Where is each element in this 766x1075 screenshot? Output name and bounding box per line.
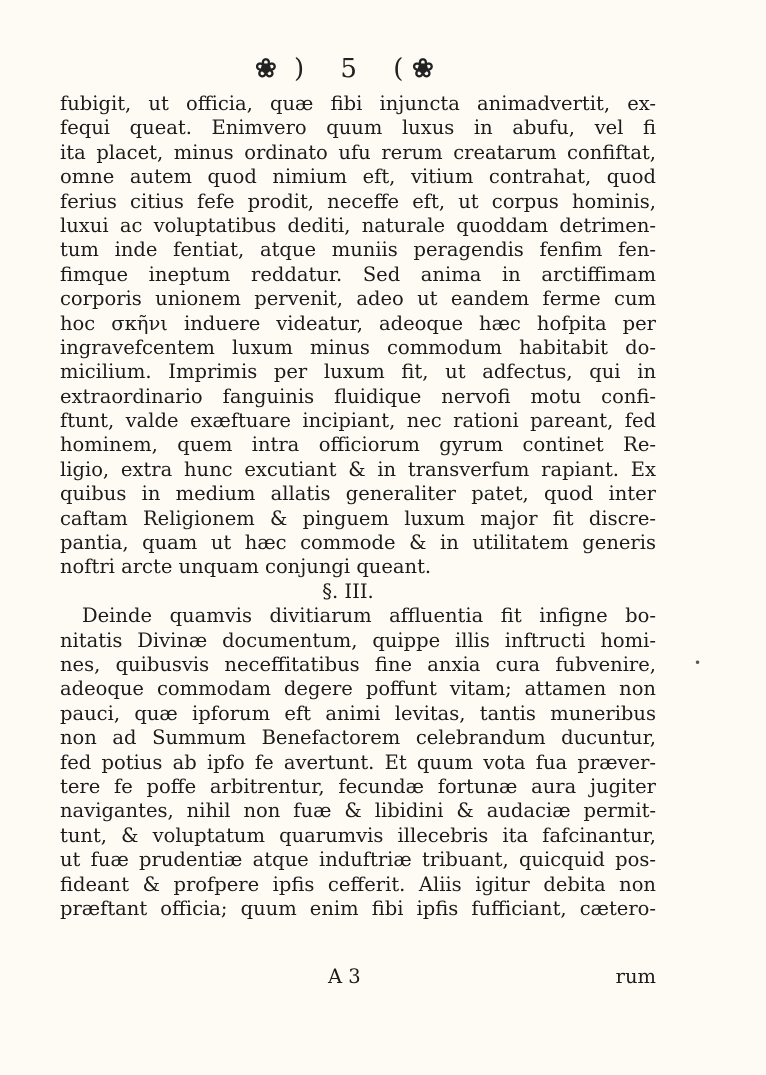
text-line: tunt, & voluptatum quarumvis illecebris ita fafcinantur,: [60, 823, 656, 847]
text-line: corporis unionem pervenit, adeo ut eandem ferme cum: [60, 287, 656, 311]
right-ornament-icon: ❀: [412, 54, 434, 84]
body-text: [60, 92, 656, 921]
text-line: non ad Summum Benefactorem celebrandum ducuntur,: [60, 726, 656, 750]
section-heading: §. III.: [322, 579, 374, 603]
text-line: Deinde quamvis divitiarum affluentia fit infigne bo-: [82, 604, 656, 628]
signature-mark: A 3: [328, 965, 361, 988]
text-line: tere fe poffe arbitrentur, fecundæ fortunæ aura jugiter: [60, 774, 656, 798]
text-line: tum inde fentiat, atque muniis peragendis fenfim fen-: [60, 238, 656, 262]
page-number: ) 5 (: [294, 54, 418, 84]
text-line: fideant & profpere ipfis cefferit. Aliis igitur debita non: [60, 872, 656, 896]
text-line: pauci, quæ ipforum eft animi levitas, tantis muneribus: [60, 701, 656, 725]
text-line: micilium. Imprimis per luxum fit, ut adfectus, qui in: [60, 360, 656, 384]
text-line: omne autem quod nimium eft, vitium contrahat, quod: [60, 165, 656, 189]
text-line: ligio, extra hunc excutiant & in transverfum rapiant. Ex: [60, 457, 656, 481]
text-line: caftam Religionem & pinguem luxum major fit discre-: [60, 506, 656, 530]
text-line: noftri arcte unquam conjungi queant.: [60, 555, 432, 579]
page-header: [0, 50, 766, 90]
text-line: extraordinario fanguinis fluidique nervofi motu confi-: [60, 384, 656, 408]
text-line: nes, quibusvis neceffitatibus fine anxia cura fubvenire,: [60, 652, 656, 676]
left-ornament-icon: ❀: [255, 54, 277, 84]
text-line: fimque ineptum reddatur. Sed anima in arctiffimam: [60, 262, 656, 286]
text-line: hominem, quem intra officiorum gyrum continet Re-: [60, 433, 656, 457]
text-line: hoc σκῆνι induere videatur, adeoque hæc hofpita per: [60, 311, 656, 335]
text-line: pantia, quam ut hæc commode & in utilitatem generis: [60, 531, 656, 555]
text-line: nitatis Divinæ documentum, quippe illis inftructi homi-: [60, 628, 656, 652]
page-footer: [60, 965, 656, 995]
text-line: navigantes, nihil non fuæ & libidini & audaciæ permit-: [60, 799, 656, 823]
text-line: quibus in medium allatis generaliter patet, quod inter: [60, 482, 656, 506]
text-line: ut fuæ prudentiæ atque induftriæ tribuant, quicquid pos-: [60, 848, 656, 872]
text-line: luxui ac voluptatibus dediti, naturale quoddam detrimen-: [60, 213, 656, 237]
text-line: ferius citius fefe prodit, neceffe eft, ut corpus hominis,: [60, 189, 656, 213]
text-line: ita placet, minus ordinato ufu rerum creatarum confiftat,: [60, 140, 656, 164]
text-line: adeoque commodam degere poffunt vitam; attamen non: [60, 677, 656, 701]
text-line: fequi queat. Enimvero quum luxus in abufu, vel fi: [60, 116, 656, 140]
text-line: præftant officia; quum enim fibi ipfis fufficiant, cætero-: [60, 896, 656, 920]
catchword: rum: [615, 965, 656, 988]
text-line: ingravefcentem luxum minus commodum habitabit do-: [60, 335, 656, 359]
text-line: ftunt, valde exæftuare incipiant, nec rationi pareant, fed: [60, 409, 656, 433]
margin-mark: •: [694, 656, 702, 670]
text-line: fed potius ab ipfo fe avertunt. Et quum vota fua præver-: [60, 750, 656, 774]
text-line: fubigit, ut officia, quæ fibi injuncta animadvertit, ex-: [60, 92, 656, 115]
